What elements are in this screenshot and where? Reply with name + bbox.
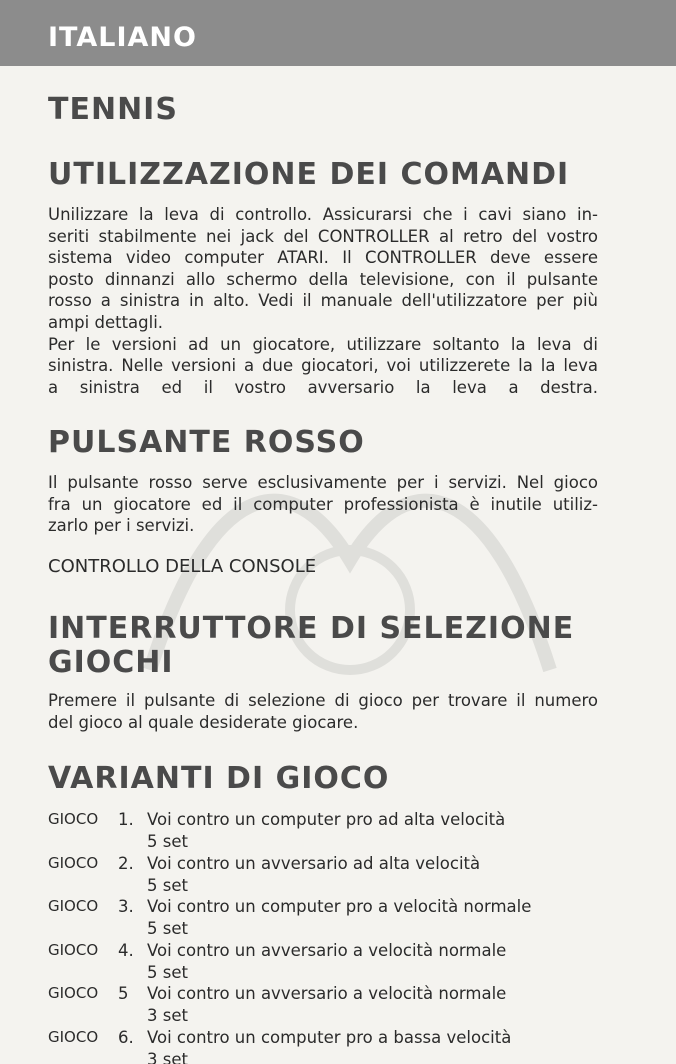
game-sets: 5 set [147, 962, 188, 982]
selector-line: Premere il pulsante di selezione di gioco per trovare il numero [48, 691, 598, 710]
game-description: Voi contro un avversario a velocità normale [147, 984, 507, 1003]
list-item [48, 854, 608, 898]
game-number: 4. [118, 940, 134, 960]
controls-line: posto dinnanzi allo schermo della televisione, con il pulsante [48, 269, 598, 289]
game-label: GIOCO [48, 810, 99, 828]
game-description: Voi contro un computer pro a bassa velocità [147, 1027, 512, 1047]
game-sets: 5 set [147, 875, 188, 895]
controls-heading: UTILIZZAZIONE DEI COMANDI [48, 157, 570, 192]
game-number: 5 [118, 984, 129, 1003]
game-title: TENNIS [48, 92, 178, 127]
controls-line: a sinistra ed il vostro avversario la leva a destra. [48, 377, 598, 397]
red-button-line: fra un giocatore ed il computer professionista è inutile utiliz- [48, 494, 598, 514]
game-description: Voi contro un computer pro ad alta velocità [147, 810, 506, 829]
red-button-heading: PULSANTE ROSSO [48, 425, 365, 460]
game-number: 2. [118, 853, 134, 873]
game-variants-list [48, 810, 608, 1064]
selector-heading: INTERRUTTORE DI SELEZIONE [48, 611, 575, 646]
game-sets: 5 set [147, 919, 188, 938]
controls-line: seriti stabilmente nei jack del CONTROLLER al retro del vostro [48, 226, 598, 246]
list-item [48, 810, 608, 854]
selector-line: del gioco al quale desiderate giocare. [48, 712, 359, 732]
list-item [48, 984, 608, 1028]
controls-line: rosso a sinistra in alto. Vedi il manuale dell'utilizzatore per più [48, 291, 598, 311]
game-number: 1. [118, 810, 134, 829]
game-number: 3. [118, 897, 134, 916]
red-button-line: Il pulsante rosso serve esclusivamente per i servizi. Nel gioco [48, 473, 598, 492]
red-button-line: zarlo per i servizi. [48, 516, 195, 536]
list-item [48, 897, 608, 941]
game-description: Voi contro un computer pro a velocità normale [147, 897, 532, 916]
controls-line: sinistra. Nelle versioni a due giocatori, voi utilizzerete la la leva [48, 356, 598, 376]
red-button-paragraph [48, 472, 598, 537]
controls-line: Per le versioni ad un giocatore, utilizzare soltanto la leva di [48, 334, 598, 354]
game-label: GIOCO [48, 940, 99, 959]
variants-heading: VARIANTI DI GIOCO [48, 761, 390, 796]
game-label: GIOCO [48, 897, 99, 915]
list-item [48, 1028, 608, 1064]
game-sets: 5 set [147, 832, 188, 851]
controls-line: Unilizzare la leva di controllo. Assicurarsi che i cavi siano in- [48, 205, 598, 224]
controls-line: sistema video computer ATARI. Il CONTROLLER deve essere [48, 248, 598, 268]
selector-heading-line2: GIOCHI [48, 645, 174, 680]
game-description: Voi contro un avversario ad alta velocità [147, 853, 481, 873]
selector-paragraph [48, 690, 598, 733]
game-number: 6. [118, 1027, 134, 1047]
game-sets: 3 set [147, 1006, 188, 1025]
console-label: CONTROLLO DELLA CONSOLE [48, 556, 317, 577]
game-description: Voi contro un avversario a velocità normale [147, 940, 507, 960]
controls-line: ampi dettagli. [48, 312, 164, 332]
list-item [48, 941, 608, 985]
game-label: GIOCO [48, 1027, 99, 1046]
game-label: GIOCO [48, 853, 99, 872]
game-sets: 3 set [147, 1049, 188, 1064]
language-title: ITALIANO [48, 22, 197, 53]
game-label: GIOCO [48, 984, 99, 1002]
controls-paragraph [48, 204, 598, 398]
